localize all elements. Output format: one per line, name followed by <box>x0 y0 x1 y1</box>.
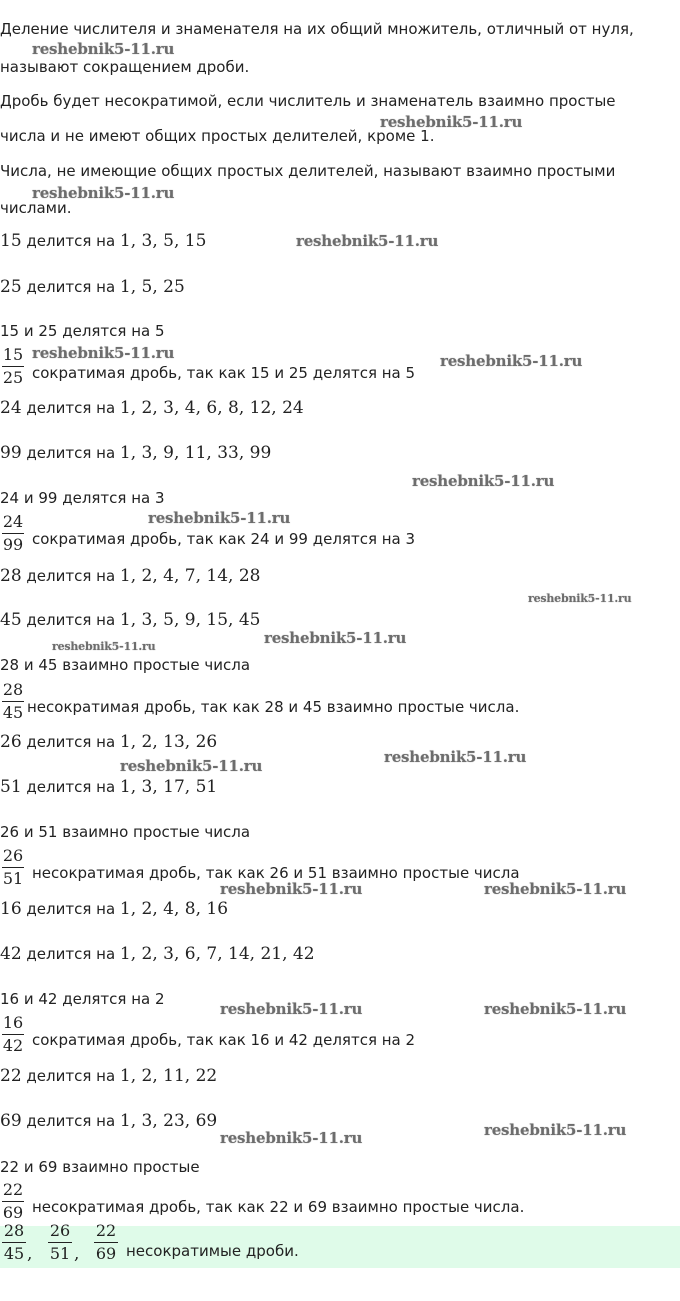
conclusion-text: сократимая дробь, так как 15 и 25 делятся на 5 <box>32 364 416 382</box>
watermark: reshebnik5-11.ru <box>220 1129 363 1147</box>
watermark: reshebnik5-11.ru <box>380 113 523 131</box>
fraction: 26 51 <box>2 846 24 888</box>
watermark: reshebnik5-11.ru <box>264 629 407 647</box>
conclusion-text: сократимая дробь, так как 16 и 42 делятся на 2 <box>32 1031 416 1049</box>
divisors-line: 16 делится на 1, 2, 4, 8, 16 <box>0 899 229 919</box>
watermark: reshebnik5-11.ru <box>32 344 175 362</box>
conclusion-text: несократимая дробь, так как 22 и 69 взаимно простые числа. <box>32 1198 525 1216</box>
watermark: reshebnik5-11.ru <box>120 757 263 775</box>
relation-line: 15 и 25 делятся на 5 <box>0 322 165 340</box>
answer-fraction: 22 69 <box>95 1221 117 1263</box>
divisors-line: 99 делится на 1, 3, 9, 11, 33, 99 <box>0 443 272 463</box>
comma: , <box>74 1244 80 1264</box>
fraction: 22 69 <box>2 1180 24 1222</box>
divisors-line: 15 делится на 1, 3, 5, 15 <box>0 231 207 251</box>
watermark: reshebnik5-11.ru <box>148 509 291 527</box>
watermark: reshebnik5-11.ru <box>412 472 555 490</box>
divisors-line: 51 делится на 1, 3, 17, 51 <box>0 777 218 797</box>
divisors-line: 25 делится на 1, 5, 25 <box>0 277 185 297</box>
intro-text: числа и не имеют общих простых делителей, кроме 1. <box>0 127 435 145</box>
intro-text: Числа, не имеющие общих простых делителей, называют взаимно простыми <box>0 162 616 180</box>
divisors-line: 26 делится на 1, 2, 13, 26 <box>0 732 218 752</box>
intro-text: называют сокращением дроби. <box>0 58 250 76</box>
answer-fraction: 28 45 <box>3 1221 25 1263</box>
watermark: reshebnik5-11.ru <box>484 1121 627 1139</box>
divisors-line: 22 делится на 1, 2, 11, 22 <box>0 1066 218 1086</box>
divisors-line: 24 делится на 1, 2, 3, 4, 6, 8, 12, 24 <box>0 398 304 418</box>
watermark: reshebnik5-11.ru <box>484 1000 627 1018</box>
relation-line: 26 и 51 взаимно простые числа <box>0 823 251 841</box>
intro-text: числами. <box>0 199 72 217</box>
watermark: reshebnik5-11.ru <box>220 880 363 898</box>
watermark: reshebnik5-11.ru <box>484 880 627 898</box>
divisors-line: 42 делится на 1, 2, 3, 6, 7, 14, 21, 42 <box>0 944 315 964</box>
watermark: reshebnik5-11.ru <box>296 232 439 250</box>
watermark: reshebnik5-11.ru <box>528 592 632 605</box>
intro-text: Дробь будет несократимой, если числитель и знаменатель взаимно простые <box>0 92 616 110</box>
conclusion-text: несократимая дробь, так как 28 и 45 взаимно простые числа. <box>27 698 520 716</box>
relation-line: 16 и 42 делятся на 2 <box>0 990 165 1008</box>
relation-line: 24 и 99 делятся на 3 <box>0 489 165 507</box>
watermark: reshebnik5-11.ru <box>220 1000 363 1018</box>
fraction: 16 42 <box>2 1013 24 1055</box>
fraction: 28 45 <box>2 680 24 722</box>
fraction: 24 99 <box>2 512 24 554</box>
answer-text: несократимые дроби. <box>126 1242 299 1260</box>
conclusion-text: несократимая дробь, так как 26 и 51 взаимно простые числа <box>32 864 520 882</box>
watermark: reshebnik5-11.ru <box>52 640 156 653</box>
answer-fraction: 26 51 <box>49 1221 71 1263</box>
relation-line: 22 и 69 взаимно простые <box>0 1158 200 1176</box>
intro-text: Деление числителя и знаменателя на их общий множитель, отличный от нуля, <box>0 20 634 38</box>
fraction: 15 25 <box>2 345 24 387</box>
watermark: reshebnik5-11.ru <box>440 352 583 370</box>
divisors-line: 28 делится на 1, 2, 4, 7, 14, 28 <box>0 566 261 586</box>
relation-line: 28 и 45 взаимно простые числа <box>0 656 251 674</box>
divisors-line: 45 делится на 1, 3, 5, 9, 15, 45 <box>0 610 261 630</box>
watermark: reshebnik5-11.ru <box>32 184 175 202</box>
conclusion-text: сократимая дробь, так как 24 и 99 делятся на 3 <box>32 530 416 548</box>
watermark: reshebnik5-11.ru <box>384 748 527 766</box>
comma: , <box>27 1244 33 1264</box>
divisors-line: 69 делится на 1, 3, 23, 69 <box>0 1111 218 1131</box>
watermark: reshebnik5-11.ru <box>32 40 175 58</box>
